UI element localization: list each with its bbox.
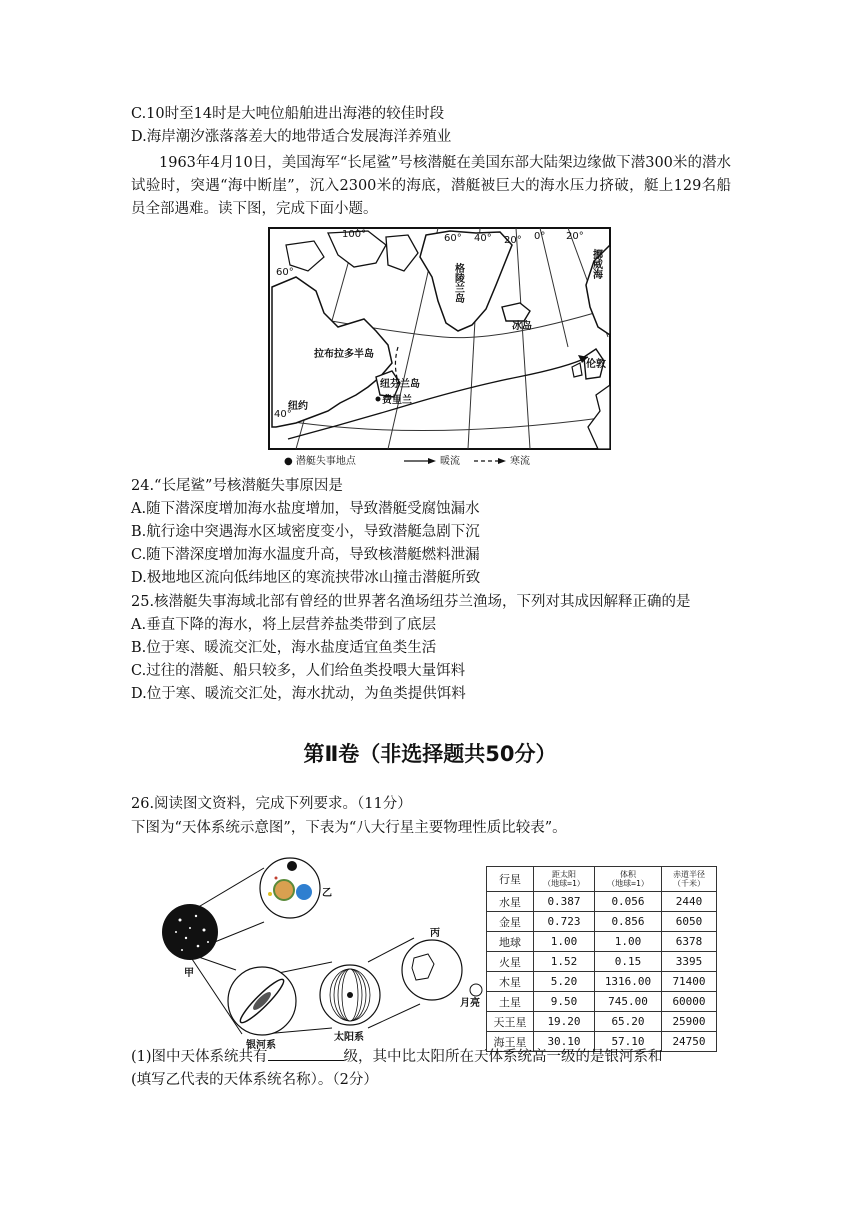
q24-option-d: D.极地地区流向低纬地区的寒流挟带冰山撞击潜艇所致 xyxy=(131,570,481,586)
planet-name: 海王星 xyxy=(487,1032,534,1052)
north-atlantic-map xyxy=(268,227,611,469)
lat-label-60: 60° xyxy=(276,267,294,278)
q26-sub1-line1 xyxy=(131,1046,663,1067)
label-moon: 月亮 xyxy=(460,998,480,1009)
planet-volume: 0.15 xyxy=(595,952,662,972)
moon-circle xyxy=(470,984,482,996)
label-bing: 丙 xyxy=(430,928,440,939)
passage: 1963年4月10日，美国海军“长尾鲨”号核潜艇在美国东部大陆架边缘做下潜300米的潜水试验时，突遇“海中断崖”，沉入2300米的海底，潜艇被巨大的海水压力挤破，艇上129名船员全部遇难。读下图，完成下面小题。 xyxy=(131,155,731,217)
answer-blank[interactable] xyxy=(268,1046,344,1061)
label-solar-system: 太阳系 xyxy=(334,1032,364,1043)
q24-option-c: C.随下潜深度增加海水温度升高，导致核潜艇燃料泄漏 xyxy=(131,547,480,563)
q26-sub1-part-a: (1)图中天体系统共有 xyxy=(131,1049,268,1065)
planet-table xyxy=(486,866,717,1052)
lon-label-0: 0° xyxy=(534,231,546,242)
planet-radius: 25900 xyxy=(662,1012,717,1032)
norway-sea-label: 挪威海 xyxy=(590,249,602,279)
bing-circle xyxy=(402,940,462,1000)
planet-name: 地球 xyxy=(487,932,534,952)
planet-distance: 1.00 xyxy=(534,932,595,952)
cape-label: 费里兰 xyxy=(382,395,412,406)
planet-radius: 24750 xyxy=(662,1032,717,1052)
planet-name: 火星 xyxy=(487,952,534,972)
label-jia: 甲 xyxy=(184,968,194,979)
planet-radius: 3395 xyxy=(662,952,717,972)
planet-volume: 57.10 xyxy=(595,1032,662,1052)
q25-stem: 25.核潜艇失事海域北部有曾经的世界著名渔场纽芬兰渔场，下列对其成因解释正确的是 xyxy=(131,594,691,610)
planet-distance: 1.52 xyxy=(534,952,595,972)
planet-name: 天王星 xyxy=(487,1012,534,1032)
london-label: 伦敦 xyxy=(586,359,606,370)
planet-name: 水星 xyxy=(487,892,534,912)
planet-volume: 1316.00 xyxy=(595,972,662,992)
table-row xyxy=(487,992,717,1012)
accident-site xyxy=(376,397,381,402)
planet-distance: 0.723 xyxy=(534,912,595,932)
planet-radius: 6378 xyxy=(662,932,717,952)
q26-intro: 下图为“天体系统示意图”，下表为“八大行星主要物理性质比较表”。 xyxy=(131,820,567,836)
table-row xyxy=(487,952,717,972)
q24-option-b: B.航行途中突遇海水区域密度变小，导致潜艇急剧下沉 xyxy=(131,524,480,540)
legend-cold: 寒流 xyxy=(510,456,530,467)
col-header-volume: 体积 （地球=1） xyxy=(595,867,662,892)
planet-radius: 71400 xyxy=(662,972,717,992)
planet-volume: 745.00 xyxy=(595,992,662,1012)
q26-sub1-part-b: 级，其中比太阳所在天体系统高一级的是银河系和 xyxy=(343,1049,663,1065)
lon-label-40: 40° xyxy=(474,233,492,244)
labrador-label: 拉布拉多半岛 xyxy=(314,349,374,360)
planet-radius: 60000 xyxy=(662,992,717,1012)
new-york-label: 纽约 xyxy=(288,401,308,412)
planet-name: 土星 xyxy=(487,992,534,1012)
lon-label-20w: 20° xyxy=(504,235,522,246)
planet-distance: 5.20 xyxy=(534,972,595,992)
celestial-system-diagram xyxy=(160,858,482,1051)
planet-radius: 6050 xyxy=(662,912,717,932)
label-yi: 乙 xyxy=(322,888,332,899)
planet-radius: 2440 xyxy=(662,892,717,912)
planet-volume: 1.00 xyxy=(595,932,662,952)
lon-label-60: 60° xyxy=(444,233,462,244)
table-row xyxy=(487,932,717,952)
lon-label-100: 100° xyxy=(342,229,367,240)
planet-name: 金星 xyxy=(487,912,534,932)
planet-distance: 19.20 xyxy=(534,1012,595,1032)
universe-circle xyxy=(162,904,218,960)
table-row xyxy=(487,912,717,932)
iceland-label: 冰岛 xyxy=(512,321,532,332)
q26-sub1-part-c: (填写乙代表的天体系统名称）。（2分） xyxy=(131,1072,378,1088)
planet-distance: 9.50 xyxy=(534,992,595,1012)
q25-option-b: B.位于寒、暖流交汇处，海水盐度适宜鱼类生活 xyxy=(131,640,437,656)
planet-volume: 65.20 xyxy=(595,1012,662,1032)
col-header-radius: 赤道半径 （千米） xyxy=(662,867,717,892)
planet-distance: 30.10 xyxy=(534,1032,595,1052)
q25-option-c: C.过往的潜艇、船只较多，人们给鱼类投喂大量饵料 xyxy=(131,663,466,679)
q26-stem: 26.阅读图文资料，完成下列要求。（11分） xyxy=(131,796,412,812)
table-row xyxy=(487,972,717,992)
greenland-label: 格陵兰岛 xyxy=(452,263,464,303)
planet-distance: 0.387 xyxy=(534,892,595,912)
prev-option-d: D.海岸潮汐涨落落差大的地带适合发展海洋养殖业 xyxy=(131,129,452,145)
col-header-planet: 行星 xyxy=(487,867,534,892)
lat-label-40: 40° xyxy=(274,409,292,420)
lon-label-20e: 20° xyxy=(566,231,584,242)
planet-name: 木星 xyxy=(487,972,534,992)
planet-volume: 0.856 xyxy=(595,912,662,932)
legend-accident: ● 潜艇失事地点 xyxy=(284,456,356,467)
label-milky-way: 银河系 xyxy=(246,1040,276,1051)
table-row xyxy=(487,892,717,912)
q24-option-a: A.随下潜深度增加海水盐度增加，导致潜艇受腐蚀漏水 xyxy=(131,501,480,517)
section-title: 第Ⅱ卷（非选择题共50分） xyxy=(303,742,557,766)
newfoundland-label: 纽芬兰岛 xyxy=(380,379,420,390)
planet-volume: 0.056 xyxy=(595,892,662,912)
col-header-distance: 距太阳 （地球=1） xyxy=(534,867,595,892)
q25-option-d: D.位于寒、暖流交汇处，海水扰动，为鱼类提供饵料 xyxy=(131,686,466,702)
q24-stem: 24.“长尾鲨”号核潜艇失事原因是 xyxy=(131,478,343,494)
legend-warm: 暖流 xyxy=(440,456,460,467)
table-header-row xyxy=(487,867,717,892)
q25-option-a: A.垂直下降的海水，将上层营养盐类带到了底层 xyxy=(131,617,437,633)
prev-option-c: C.10时至14时是大吨位船舶进出海港的较佳时段 xyxy=(131,106,445,122)
table-row xyxy=(487,1012,717,1032)
